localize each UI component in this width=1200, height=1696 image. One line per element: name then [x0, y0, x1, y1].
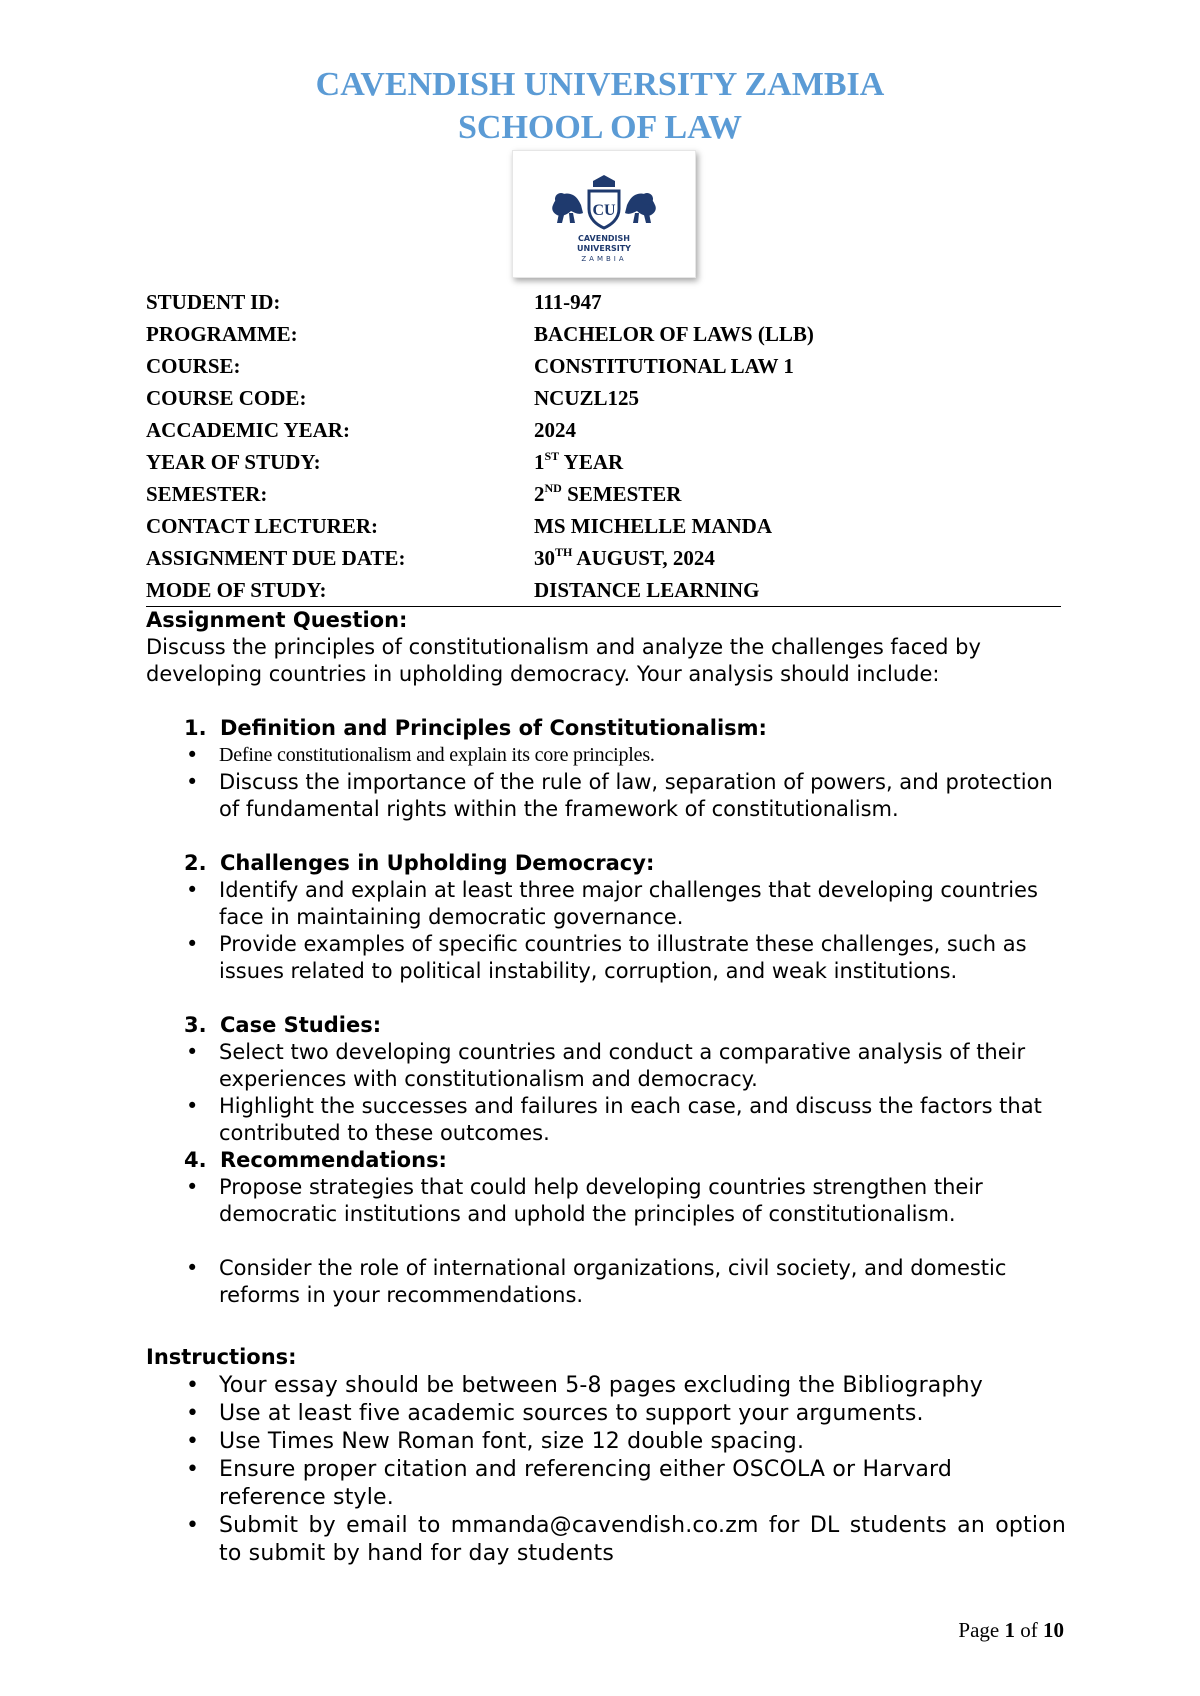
crest-with-lions-icon [513, 151, 695, 277]
section-heading: 1. Definition and Principles of Constitutionalism: [184, 716, 767, 740]
info-value: BACHELOR OF LAWS (LLB) [534, 322, 814, 346]
info-value: 1ST YEAR [534, 449, 624, 474]
university-title: CAVENDISH UNIVERSITY ZAMBIA [315, 66, 885, 103]
info-label: MODE OF STUDY: [146, 578, 327, 602]
info-label: CONTACT LECTURER: [146, 514, 379, 538]
assignment-question-title: Assignment Question: [146, 608, 408, 632]
student-info-table [146, 286, 1061, 607]
university-logo [512, 150, 696, 278]
list-item: • Highlight the successes and failures in each case, and discuss the factors that contributed to these outcomes. [186, 1094, 1042, 1145]
svg-text:CU: CU [592, 202, 616, 219]
assignment-question-text: Discuss the principles of constitutionalism and analyze the challenges faced by developing countries in upholding democracy. Your analysis should include: [146, 635, 981, 686]
list-item: • Define constitutionalism and explain its core principles. [186, 743, 655, 767]
list-item: • Discuss the importance of the rule of law, separation of powers, and protection of fundamental rights within the framework of constitutionalism. [186, 770, 1053, 821]
info-value: NCUZL125 [534, 386, 640, 410]
logo-text-line-3: ZAMBIA [581, 255, 627, 263]
instructions-title: Instructions: [146, 1345, 297, 1369]
info-label: ASSIGNMENT DUE DATE: [146, 546, 406, 570]
info-row [146, 414, 1061, 446]
info-label: ACCADEMIC YEAR: [146, 418, 350, 442]
info-row [146, 446, 1061, 478]
info-row [146, 478, 1061, 510]
info-label: PROGRAMME: [146, 322, 298, 346]
section-heading: 4. Recommendations: [184, 1148, 447, 1172]
info-label: COURSE: [146, 354, 241, 378]
info-label: COURSE CODE: [146, 386, 307, 410]
info-row [146, 542, 1061, 574]
info-label: STUDENT ID: [146, 290, 281, 314]
info-value: CONSTITUTIONAL LAW 1 [534, 354, 794, 378]
info-label: YEAR OF STUDY: [146, 450, 321, 474]
info-row [146, 510, 1061, 542]
info-row [146, 350, 1061, 382]
list-item: • Use Times New Roman font, size 12 double spacing. [186, 1429, 805, 1454]
list-item: • Propose strategies that could help developing countries strengthen their democratic institutions and uphold the principles of constitutionalism. [186, 1175, 983, 1226]
page-number: Page 1 of 10 [958, 1618, 1064, 1642]
list-item: • Select two developing countries and conduct a comparative analysis of their experiences with constitutionalism and democracy. [186, 1040, 1026, 1091]
info-value: 2ND SEMESTER [534, 481, 682, 506]
list-item: • Ensure proper citation and referencing either OSCOLA or Harvard reference style. [186, 1457, 953, 1510]
section-heading: 2. Challenges in Upholding Democracy: [184, 851, 655, 875]
school-title: SCHOOL OF LAW [457, 109, 743, 146]
info-value: 30TH AUGUST, 2024 [534, 545, 715, 570]
section-heading: 3. Case Studies: [184, 1013, 382, 1037]
list-item: • Identify and explain at least three major challenges that developing countries face in maintaining democratic governance. [186, 878, 1038, 929]
info-value: DISTANCE LEARNING [534, 578, 760, 602]
list-item: • Consider the role of international organizations, civil society, and domestic reforms in your recommendations. [186, 1256, 1007, 1307]
info-value: 2024 [534, 418, 576, 442]
info-row [146, 318, 1061, 350]
info-row [146, 574, 1061, 606]
list-item: • Submit by email to mmanda@cavendish.co.zm for DL students an option to submit by hand for day students [186, 1513, 1066, 1566]
logo-text-line-2: UNIVERSITY [577, 244, 631, 253]
info-row [146, 382, 1061, 414]
info-value: 111-947 [534, 290, 602, 314]
list-item: • Use at least five academic sources to support your arguments. [186, 1401, 924, 1426]
info-value: MS MICHELLE MANDA [534, 514, 773, 538]
list-item: • Provide examples of specific countries to illustrate these challenges, such as issues related to political instability, corruption, and weak institutions. [186, 932, 1027, 983]
logo-text-line-1: CAVENDISH [578, 234, 630, 243]
list-item: • Your essay should be between 5-8 pages excluding the Bibliography [186, 1373, 984, 1398]
info-label: SEMESTER: [146, 482, 268, 506]
info-row [146, 286, 1061, 318]
